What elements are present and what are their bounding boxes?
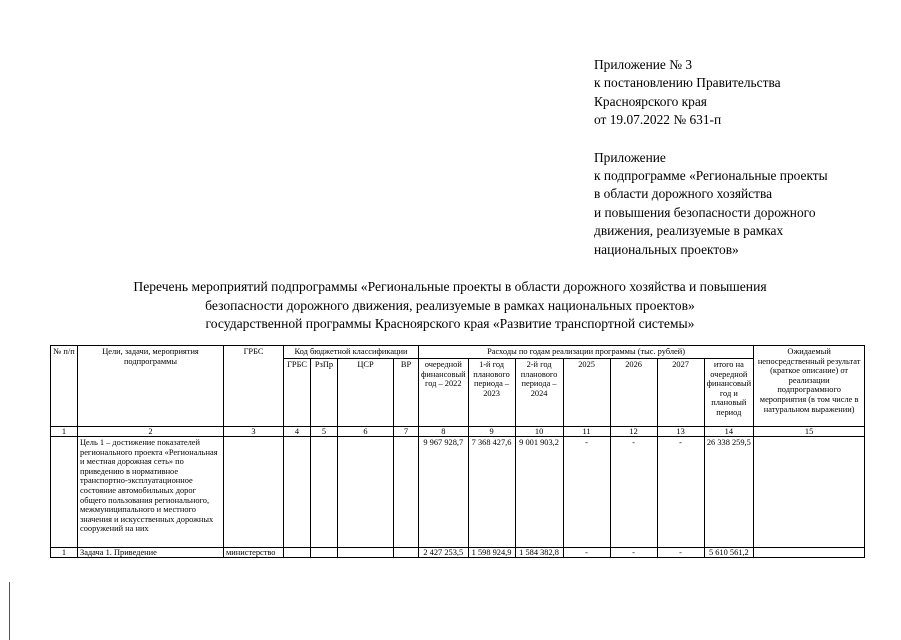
cell-y2027: -: [657, 548, 704, 558]
header-year-2026: 2026: [610, 359, 657, 427]
scan-edge-line: [9, 582, 10, 640]
cell-grbs-name: министерство: [224, 548, 284, 558]
column-number: 15: [754, 427, 865, 437]
header-goals: Цели, задачи, мероприятия подпрограммы: [78, 346, 224, 427]
cell-y2024: 1 584 382,8: [515, 548, 563, 558]
cell-name: Задача 1. Приведение: [78, 548, 224, 558]
approval-line: к постановлению Правительства: [594, 75, 781, 91]
header-code-vr: ВР: [394, 359, 419, 427]
appendix-line: к подпрограмме «Региональные проекты: [594, 168, 828, 184]
approval-line: Приложение № 3: [594, 57, 693, 72]
appendix-line: движения, реализуемые в рамках: [594, 223, 784, 239]
header-code-grbs: ГРБС: [284, 359, 311, 427]
header-year-current: очередной финансовый год – 2022: [419, 359, 469, 427]
column-number: 2: [78, 427, 224, 437]
cell-grbs-name: [224, 437, 284, 548]
cell-grbs: [284, 437, 311, 548]
cell-y2022: 2 427 253,5: [419, 548, 469, 558]
header-code-rzpr: РзПр: [311, 359, 338, 427]
title-line: государственной программы Красноярского края «Развитие транспортной системы»: [205, 316, 695, 332]
column-number: 1: [51, 427, 78, 437]
header-year-2027: 2027: [657, 359, 704, 427]
column-number: 10: [515, 427, 563, 437]
cell-csr: [338, 548, 394, 558]
cell-result: [754, 548, 865, 558]
header-expected-result: Ожидаемый непосредственный результат (краткое описание) от реализации подпрограммного мероприятия (в том числе в натуральном выражении): [754, 346, 865, 427]
approval-line: Красноярского края: [594, 93, 707, 109]
column-number: 12: [610, 427, 657, 437]
cell-y2026: -: [610, 548, 657, 558]
header-grbs: ГРБС: [224, 346, 284, 427]
table-row: [51, 437, 865, 548]
cell-result: [754, 437, 865, 548]
cell-y2022: 9 967 928,7: [419, 437, 469, 548]
appendix-line: в области дорожного хозяйства: [594, 186, 773, 202]
cell-total: 26 338 259,5: [704, 437, 754, 548]
column-number: 9: [468, 427, 515, 437]
cell-y2023: 7 368 427,6: [468, 437, 515, 548]
column-number: 3: [224, 427, 284, 437]
approval-block: [594, 56, 884, 259]
header-num: № п/п: [51, 346, 78, 427]
cell-y2023: 1 598 924,9: [468, 548, 515, 558]
header-budget-code: Код бюджетной классификации: [284, 346, 419, 359]
spacer: [594, 130, 884, 149]
cell-y2024: 9 001 903,2: [515, 437, 563, 548]
column-number: 5: [311, 427, 338, 437]
header-total: итого на очередной финансовый год и плановый период: [704, 359, 754, 427]
column-number-row: [51, 427, 865, 437]
column-number: 13: [657, 427, 704, 437]
header-expenses: Расходы по годам реализации программы (тыс. рублей): [419, 346, 754, 359]
measures-table: [50, 345, 865, 558]
column-number: 6: [338, 427, 394, 437]
cell-num: [51, 437, 78, 548]
cell-num: 1: [51, 548, 78, 558]
column-number: 8: [419, 427, 469, 437]
column-number: 14: [704, 427, 754, 437]
table-row: [51, 548, 865, 558]
column-number: 7: [394, 427, 419, 437]
header-row: [51, 346, 865, 359]
header-year-first: 1-й год планового периода – 2023: [468, 359, 515, 427]
title-line: безопасности дорожного движения, реализуемые в рамках национальных проектов»: [205, 297, 695, 313]
cell-grbs: [284, 548, 311, 558]
header-year-second: 2-й год планового периода – 2024: [515, 359, 563, 427]
appendix-line: и повышения безопасности дорожного: [594, 204, 816, 220]
cell-name: Цель 1 – достижение показателей регионального проекта «Региональная и местная дорожная сеть» по приведению в нормативное транспортно-эксплуатационное состояние автомобильных дорог общего пользования регионального, межмуниципального и местного значения и искусственных дорожных сооружений на них: [78, 437, 224, 548]
appendix-line: Приложение: [594, 149, 666, 165]
title-line: Перечень мероприятий подпрограммы «Региональные проекты в области дорожного хозяйства и повышения: [133, 279, 767, 294]
document-title: [60, 278, 840, 334]
cell-y2027: -: [657, 437, 704, 548]
header-code-csr: ЦСР: [338, 359, 394, 427]
cell-csr: [338, 437, 394, 548]
cell-vr: [394, 437, 419, 548]
column-number: 4: [284, 427, 311, 437]
cell-total: 5 610 561,2: [704, 548, 754, 558]
column-number: 11: [563, 427, 610, 437]
cell-vr: [394, 548, 419, 558]
cell-rzpr: [311, 437, 338, 548]
appendix-line: национальных проектов»: [594, 241, 739, 257]
approval-line: от 19.07.2022 № 631-п: [594, 112, 722, 128]
header-year-2025: 2025: [563, 359, 610, 427]
cell-y2025: -: [563, 437, 610, 548]
cell-rzpr: [311, 548, 338, 558]
cell-y2025: -: [563, 548, 610, 558]
cell-y2026: -: [610, 437, 657, 548]
